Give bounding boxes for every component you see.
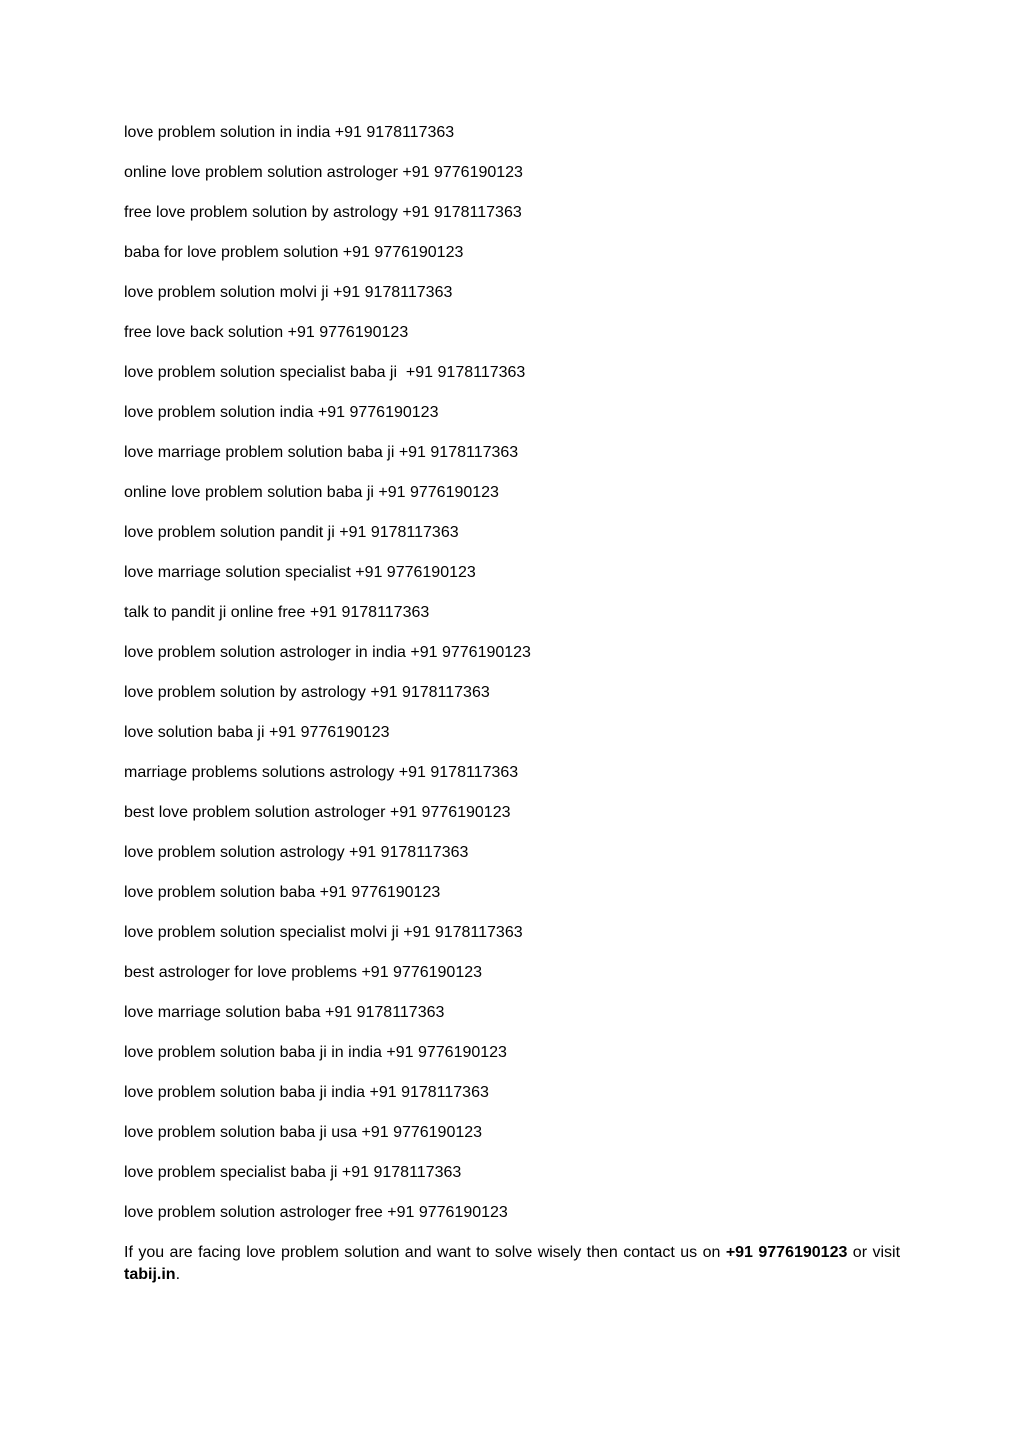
list-item: love marriage solution baba +91 9178117363 (124, 1004, 445, 1021)
list-item: online love problem solution baba ji +91 9776190123 (124, 484, 499, 501)
closing-paragraph (124, 1242, 900, 1286)
list-item: best love problem solution astrologer +91 9776190123 (124, 804, 511, 821)
list-item: love problem solution baba ji in india +91 9776190123 (124, 1044, 507, 1061)
list-item: love problem solution india +91 9776190123 (124, 404, 439, 421)
list-item: love problem solution by astrology +91 9178117363 (124, 684, 490, 701)
list-item: best astrologer for love problems +91 9776190123 (124, 964, 483, 981)
contact-phone: +91 9776190123 (725, 1244, 848, 1261)
list-item: love marriage solution specialist +91 9776190123 (124, 564, 476, 581)
list-item: love problem solution in india +91 9178117363 (124, 124, 455, 141)
list-item: online love problem solution astrologer +91 9776190123 (124, 164, 523, 181)
list-item: love problem solution specialist molvi ji +91 9178117363 (124, 924, 523, 941)
list-item: baba for love problem solution +91 9776190123 (124, 244, 464, 261)
closing-text-middle: or visit (847, 1244, 901, 1261)
list-item: love problem solution baba +91 9776190123 (124, 884, 441, 901)
list-item: free love problem solution by astrology +91 9178117363 (124, 204, 522, 221)
list-item: love problem solution molvi ji +91 9178117363 (124, 284, 453, 301)
list-item: love problem solution specialist baba ji +91 9178117363 (124, 364, 526, 381)
closing-text-before: If you are facing love problem solution and want to solve wisely then contact us on (124, 1244, 726, 1261)
list-item: love problem solution astrologer free +91 9776190123 (124, 1204, 508, 1221)
list-item: love problem specialist baba ji +91 9178117363 (124, 1164, 462, 1181)
site-link[interactable]: tabij.in (124, 1266, 176, 1283)
list-item: love problem solution baba ji usa +91 9776190123 (124, 1124, 483, 1141)
keyword-list (124, 122, 900, 1224)
list-item: love solution baba ji +91 9776190123 (124, 724, 390, 741)
list-item: free love back solution +91 9776190123 (124, 324, 409, 341)
list-item: love problem solution pandit ji +91 9178117363 (124, 524, 459, 541)
document-page (124, 122, 900, 1286)
list-item: love problem solution baba ji india +91 9178117363 (124, 1084, 489, 1101)
list-item: marriage problems solutions astrology +91 9178117363 (124, 764, 519, 781)
list-item: talk to pandit ji online free +91 9178117363 (124, 604, 430, 621)
list-item: love marriage problem solution baba ji +91 9178117363 (124, 444, 519, 461)
closing-text-after: . (175, 1266, 181, 1283)
list-item: love problem solution astrology +91 9178117363 (124, 844, 469, 861)
list-item: love problem solution astrologer in india +91 9776190123 (124, 644, 531, 661)
